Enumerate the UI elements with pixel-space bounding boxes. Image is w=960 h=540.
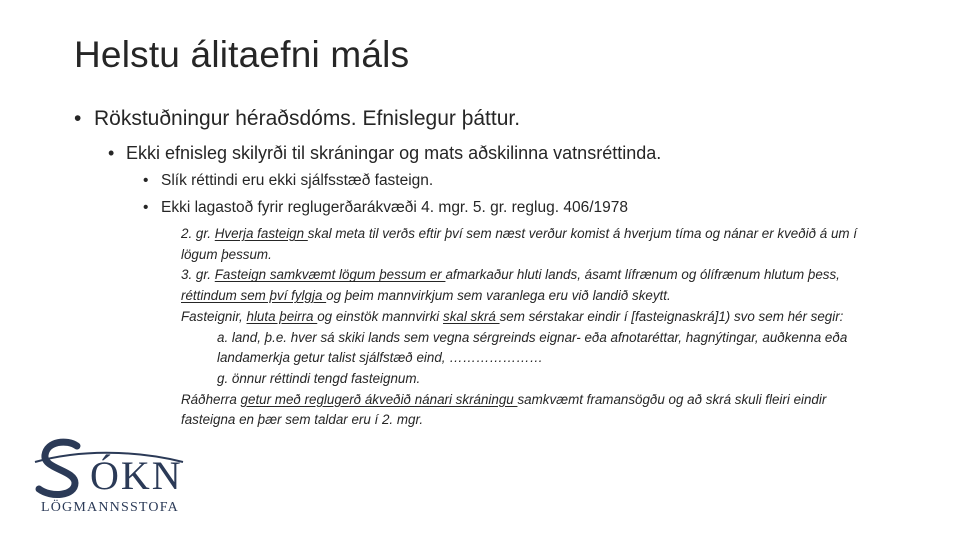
bullet-marker: • bbox=[143, 199, 149, 216]
underlined-phrase: hluta þeirra bbox=[246, 308, 318, 324]
bullet-marker: • bbox=[74, 107, 82, 130]
slide-title: Helstu álitaefni máls bbox=[74, 34, 410, 75]
underlined-phrase: skal skrá bbox=[443, 308, 500, 324]
bullet-text: Slík réttindi eru ekki sjálfsstæð fasteign. bbox=[161, 172, 434, 189]
logo-wordmark: ÓKN bbox=[90, 453, 183, 498]
bullet-level1 bbox=[74, 107, 520, 131]
quote-paragraph-2gr: 2. gr. Hverja fasteign skal meta til verðs eftir því sem næst verður komist á hverjum tíma og nánar er kveðið á um í lögum þessum. bbox=[181, 226, 858, 262]
quote-paragraph-fasteignir: Fasteignir, hluta þeirra og einstök mannvirki skal skrá sem sérstakar eindir í [fasteignaskrá]1) svo sem hér segir: bbox=[181, 308, 844, 324]
bullet-level3-second bbox=[143, 199, 628, 217]
quote-paragraph-3gr: 3. gr. Fasteign samkvæmt lögum þessum er afmarkaður hluti lands, ásamt lífrænum og ólífrænum hlutum þess, réttindum sem því fylgja og þeim mannvirkjum sem varanlega eru við landið skeytt. bbox=[181, 267, 840, 304]
bullet-marker: • bbox=[108, 143, 115, 163]
underlined-phrase: Hverja fasteign bbox=[214, 226, 308, 241]
law-quote bbox=[181, 224, 881, 431]
quote-item-g: g. önnur réttindi tengd fasteignum. bbox=[217, 370, 421, 386]
underlined-phrase: Fasteign samkvæmt lögum þessum er bbox=[214, 267, 446, 283]
underlined-phrase: getur með reglugerð ákveðið nánari skráningu bbox=[240, 391, 518, 407]
underlined-phrase: réttindum sem því fylgja bbox=[181, 288, 327, 304]
bullet-level3-first bbox=[143, 172, 433, 190]
quote-paragraph-radherra: Ráðherra getur með reglugerð ákveðið nánari skráningu samkvæmt framansögðu og að skrá skuli fleiri eindir fasteigna en þær sem taldar eru í 2. mgr. bbox=[181, 391, 827, 428]
bullet-text: Ekki efnisleg skilyrði til skráningar og mats aðskilinna vatnsréttinda. bbox=[126, 143, 662, 163]
bullet-marker: • bbox=[143, 172, 149, 189]
quote-item-a: a. land, þ.e. hver sá skiki lands sem vegna sérgreinds eignar- eða afnotaréttar, hagnýtingar, auðkenna eða landamerkja getur talist sjálfstæð eind, ………………… bbox=[217, 329, 848, 366]
logo-subtitle: LÖGMANNSSTOFA bbox=[41, 500, 179, 515]
sokn-logo bbox=[33, 438, 185, 522]
bullet-level2 bbox=[108, 143, 661, 164]
bullet-text: Rökstuðningur héraðsdóms. Efnislegur þáttur. bbox=[94, 107, 521, 130]
bullet-text: Ekki lagastoð fyrir reglugerðarákvæði 4. mgr. 5. gr. reglug. 406/1978 bbox=[161, 199, 628, 216]
